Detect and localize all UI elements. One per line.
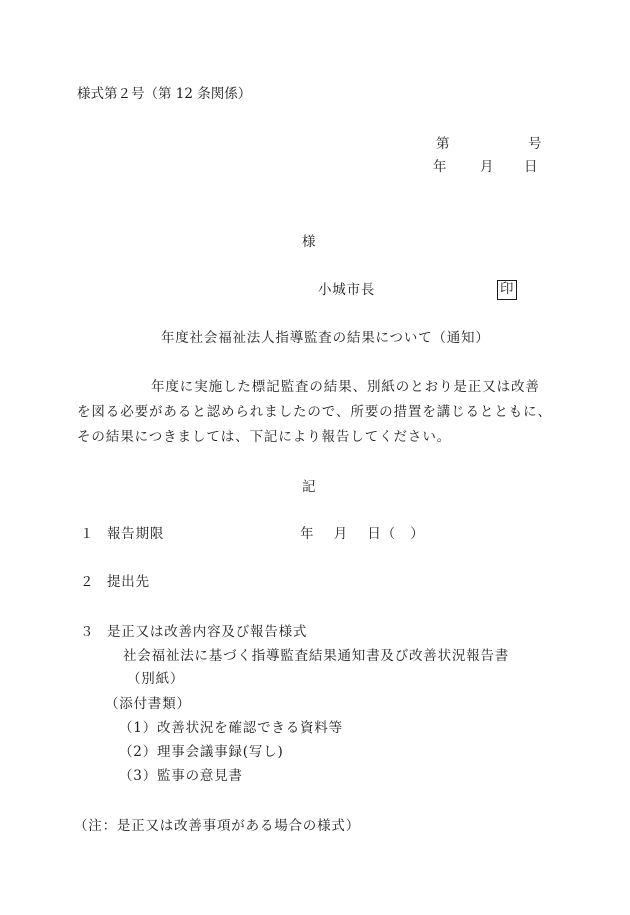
item-1-number: １ — [80, 526, 94, 542]
item-3-label: 是正又は改善内容及び報告様式 — [107, 624, 308, 640]
attachment-item: （2）理事会議事録(写し) — [119, 744, 284, 760]
addressee-honorific: 様 — [302, 234, 316, 250]
item-3-form-line2: （別紙） — [127, 671, 185, 687]
form-number: 様式第２号（第 12 条関係） — [77, 86, 252, 102]
doc-number-prefix: 第 — [436, 136, 450, 152]
attachment-item: （1）改善状況を確認できる資料等 — [119, 720, 343, 736]
official-seal: 印 — [497, 280, 517, 300]
document-title: 年度社会福祉法人指導監査の結果について（通知） — [161, 330, 490, 346]
attachment-item: （3）監事の意見書 — [119, 768, 243, 784]
report-deadline-date: 年 月 日（ ） — [300, 526, 425, 542]
item-1-label: 報告期限 — [107, 526, 165, 542]
sender-name: 小城市長 — [318, 282, 376, 298]
attachments-header: （添付書類） — [105, 696, 191, 712]
date-day: 日 — [524, 159, 538, 175]
ki-heading: 記 — [302, 479, 316, 495]
doc-number-suffix: 号 — [528, 136, 542, 152]
footnote: （注：是正又は改善事項がある場合の様式） — [74, 818, 360, 834]
item-3-form-line1: 社会福祉法に基づく指導監査結果通知書及び改善状況報告書 — [123, 648, 510, 664]
body-paragraph: 年度に実施した標記監査の結果、別紙のとおり是正又は改善を図る必要があると認められましたので、所要の措置を講じるとともに、その結果につきましては、下記により報告してください。 — [77, 379, 552, 445]
date-year: 年 — [433, 159, 447, 175]
item-3-number: ３ — [80, 624, 94, 640]
item-2-number: ２ — [80, 574, 94, 590]
item-2-label: 提出先 — [107, 574, 150, 590]
date-month: 月 — [480, 159, 494, 175]
